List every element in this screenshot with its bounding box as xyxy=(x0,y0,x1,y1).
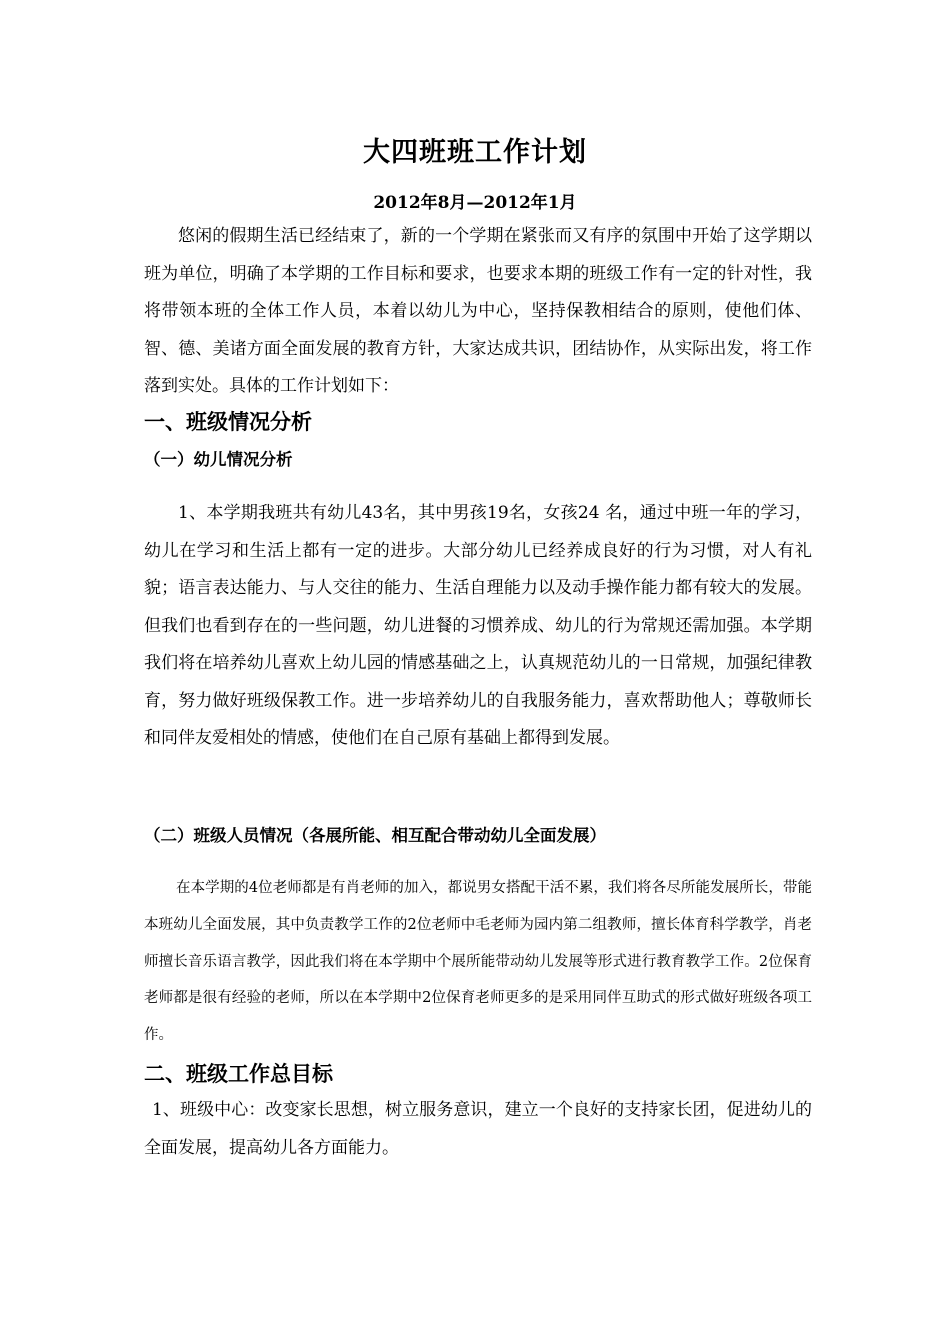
children-analysis-paragraph: 1、本学期我班共有幼儿43名，其中男孩19名，女孩24 名，通过中班一年的学习，幼儿在学习和生活上都有一定的进步。大部分幼儿已经养成良好的行为习惯，对人有礼貌；语言表达能力、与人交往的能力、生活自理能力以及动手操作能力都有较大的发展。但我们也看到存在的一些问题，幼儿进餐的习惯养成、幼儿的行为常规还需加强。本学期我们将在培养幼儿喜欢上幼儿园的情感基础之上，认真规范幼儿的一日常规，加强纪律教育，努力做好班级保教工作。进一步培养幼儿的自我服务能力，喜欢帮助他人；尊敬师长和同伴友爱相处的情感，使他们在自己原有基础上都得到发展。 xyxy=(144,503,812,748)
staff-paragraph: 在本学期的4位老师都是有肖老师的加入，都说男女搭配干活不累，我们将各尽所能发展所长，带能本班幼儿全面发展，其中负责教学工作的2位老师中毛老师为园内第二组教师，擅长体育科学教学，肖老师擅长音乐语言教学，因此我们将在本学期中个展所能带动幼儿发展等形式进行教育教学工作。2位保育老师都是很有经验的老师，所以在本学期中2位保育老师更多的是采用同伴互助式的形式做好班级各项工作。 xyxy=(144,880,812,1044)
document-title: 大四班班工作计划 xyxy=(363,137,587,168)
subsection-heading-children-analysis: （一）幼儿情况分析 xyxy=(144,450,293,469)
goal-item-1: 1、班级中心：改变家长思想，树立服务意识，建立一个良好的支持家长团，促进幼儿的全面发展，提高幼儿各方面能力。 xyxy=(144,1100,812,1158)
section-heading-goals: 二、班级工作总目标 xyxy=(144,1062,333,1086)
section-heading-class-analysis: 一、班级情况分析 xyxy=(144,410,312,434)
document-date-range: 2012年8月—2012年1月 xyxy=(373,193,577,213)
intro-paragraph: 悠闲的假期生活已经结束了，新的一个学期在紧张而又有序的氛围中开始了这学期以班为单位，明确了本学期的工作目标和要求，也要求本期的班级工作有一定的针对性，我将带领本班的全体工作人员，本着以幼儿为中心，坚持保教相结合的原则，使他们体、智、德、美诸方面全面发展的教育方针，大家达成共识，团结协作，从实际出发，将工作落到实处。具体的工作计划如下： xyxy=(144,226,812,396)
subsection-heading-staff: （二）班级人员情况（各展所能、相互配合带动幼儿全面发展） xyxy=(144,826,606,845)
